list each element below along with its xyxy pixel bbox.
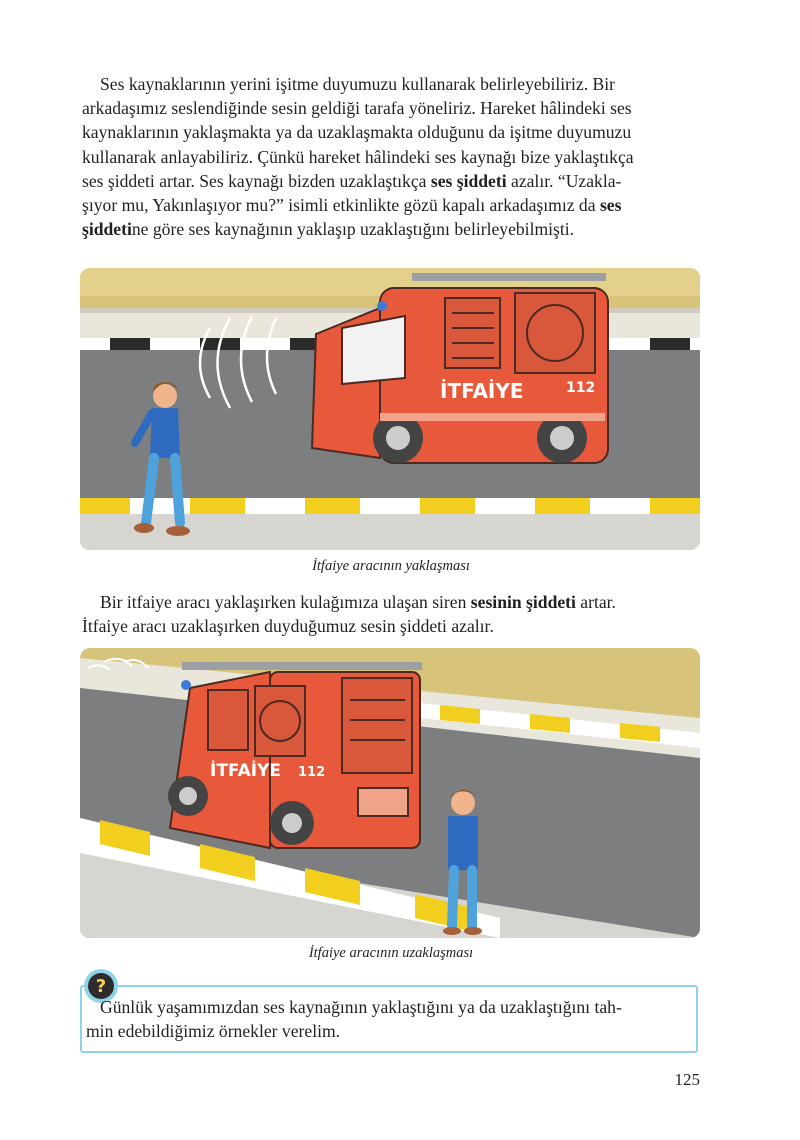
bold-term-ses: ses <box>599 195 622 216</box>
truck-number-2: 112 <box>298 765 326 780</box>
bold-term-ses-siddeti: ses şiddeti <box>430 170 507 191</box>
page-number: 125 <box>674 1070 700 1089</box>
question-box <box>80 975 698 1055</box>
caption-approaching: İtfaiye aracının yaklaşması <box>312 558 470 574</box>
second-line-1a: Bir itfaiye aracı yaklaşırken kulağımıza ulaşan siren <box>100 592 471 612</box>
intro-line-6a: şıyor mu, Yakınlaşıyor mu?” isimli etkinlikte gözü kapalı arkadaşımız da <box>82 195 600 216</box>
intro-paragraph <box>82 72 700 241</box>
question-line-1: Günlük yaşamımızdan ses kaynağının yaklaştığını ya da uzaklaştığını tah- <box>100 997 622 1017</box>
second-line-1b: artar. <box>575 592 616 612</box>
question-mark: ? <box>88 973 114 999</box>
truck-label-1: İTFAİYE <box>440 379 524 403</box>
bold-term-siddeti: şiddeti <box>82 219 132 240</box>
second-paragraph <box>82 590 700 638</box>
intro-line-1: Ses kaynaklarının yerini işitme duyumuzu kullanarak belirleyebiliriz. Bir <box>100 74 615 94</box>
question-text <box>86 995 692 1043</box>
fire-truck-rear <box>168 662 422 848</box>
intro-line-2: arkadaşımız seslendiğinde sesin geldiği tarafa yöneliriz. Hareket hâlindeki ses <box>82 98 632 119</box>
intro-line-5b: azalır. “Uzakla- <box>506 170 622 191</box>
intro-line-4: kullanarak anlayabiliriz. Çünkü hareket hâlindeki ses kaynağı bize yaklaştıkça <box>82 146 634 167</box>
intro-line-7b: ne göre ses kaynağının yaklaşıp uzaklaştığını belirleyebilmişti. <box>131 219 575 240</box>
intro-line-3: kaynaklarının yaklaşmakta ya da uzaklaşmakta olduğunu da işitme duyumuzu <box>82 122 632 143</box>
intro-line-5a: ses şiddeti artar. Ses kaynağı bizden uzaklaştıkça <box>82 170 431 191</box>
approaching-truck-illustration <box>80 268 700 550</box>
second-line-2: İtfaiye aracı uzaklaşırken duyduğumuz sesin şiddeti azalır. <box>82 616 494 637</box>
truck-label-2: İTFAİYE <box>210 761 281 781</box>
caption-receding: İtfaiye aracının uzaklaşması <box>308 945 474 961</box>
receding-truck-illustration <box>80 648 700 938</box>
truck-number-1: 112 <box>566 380 596 396</box>
question-line-2: min edebildiğimiz örnekler verelim. <box>86 1021 341 1042</box>
bold-term-sesinin-siddeti: sesinin şiddeti <box>470 592 576 612</box>
